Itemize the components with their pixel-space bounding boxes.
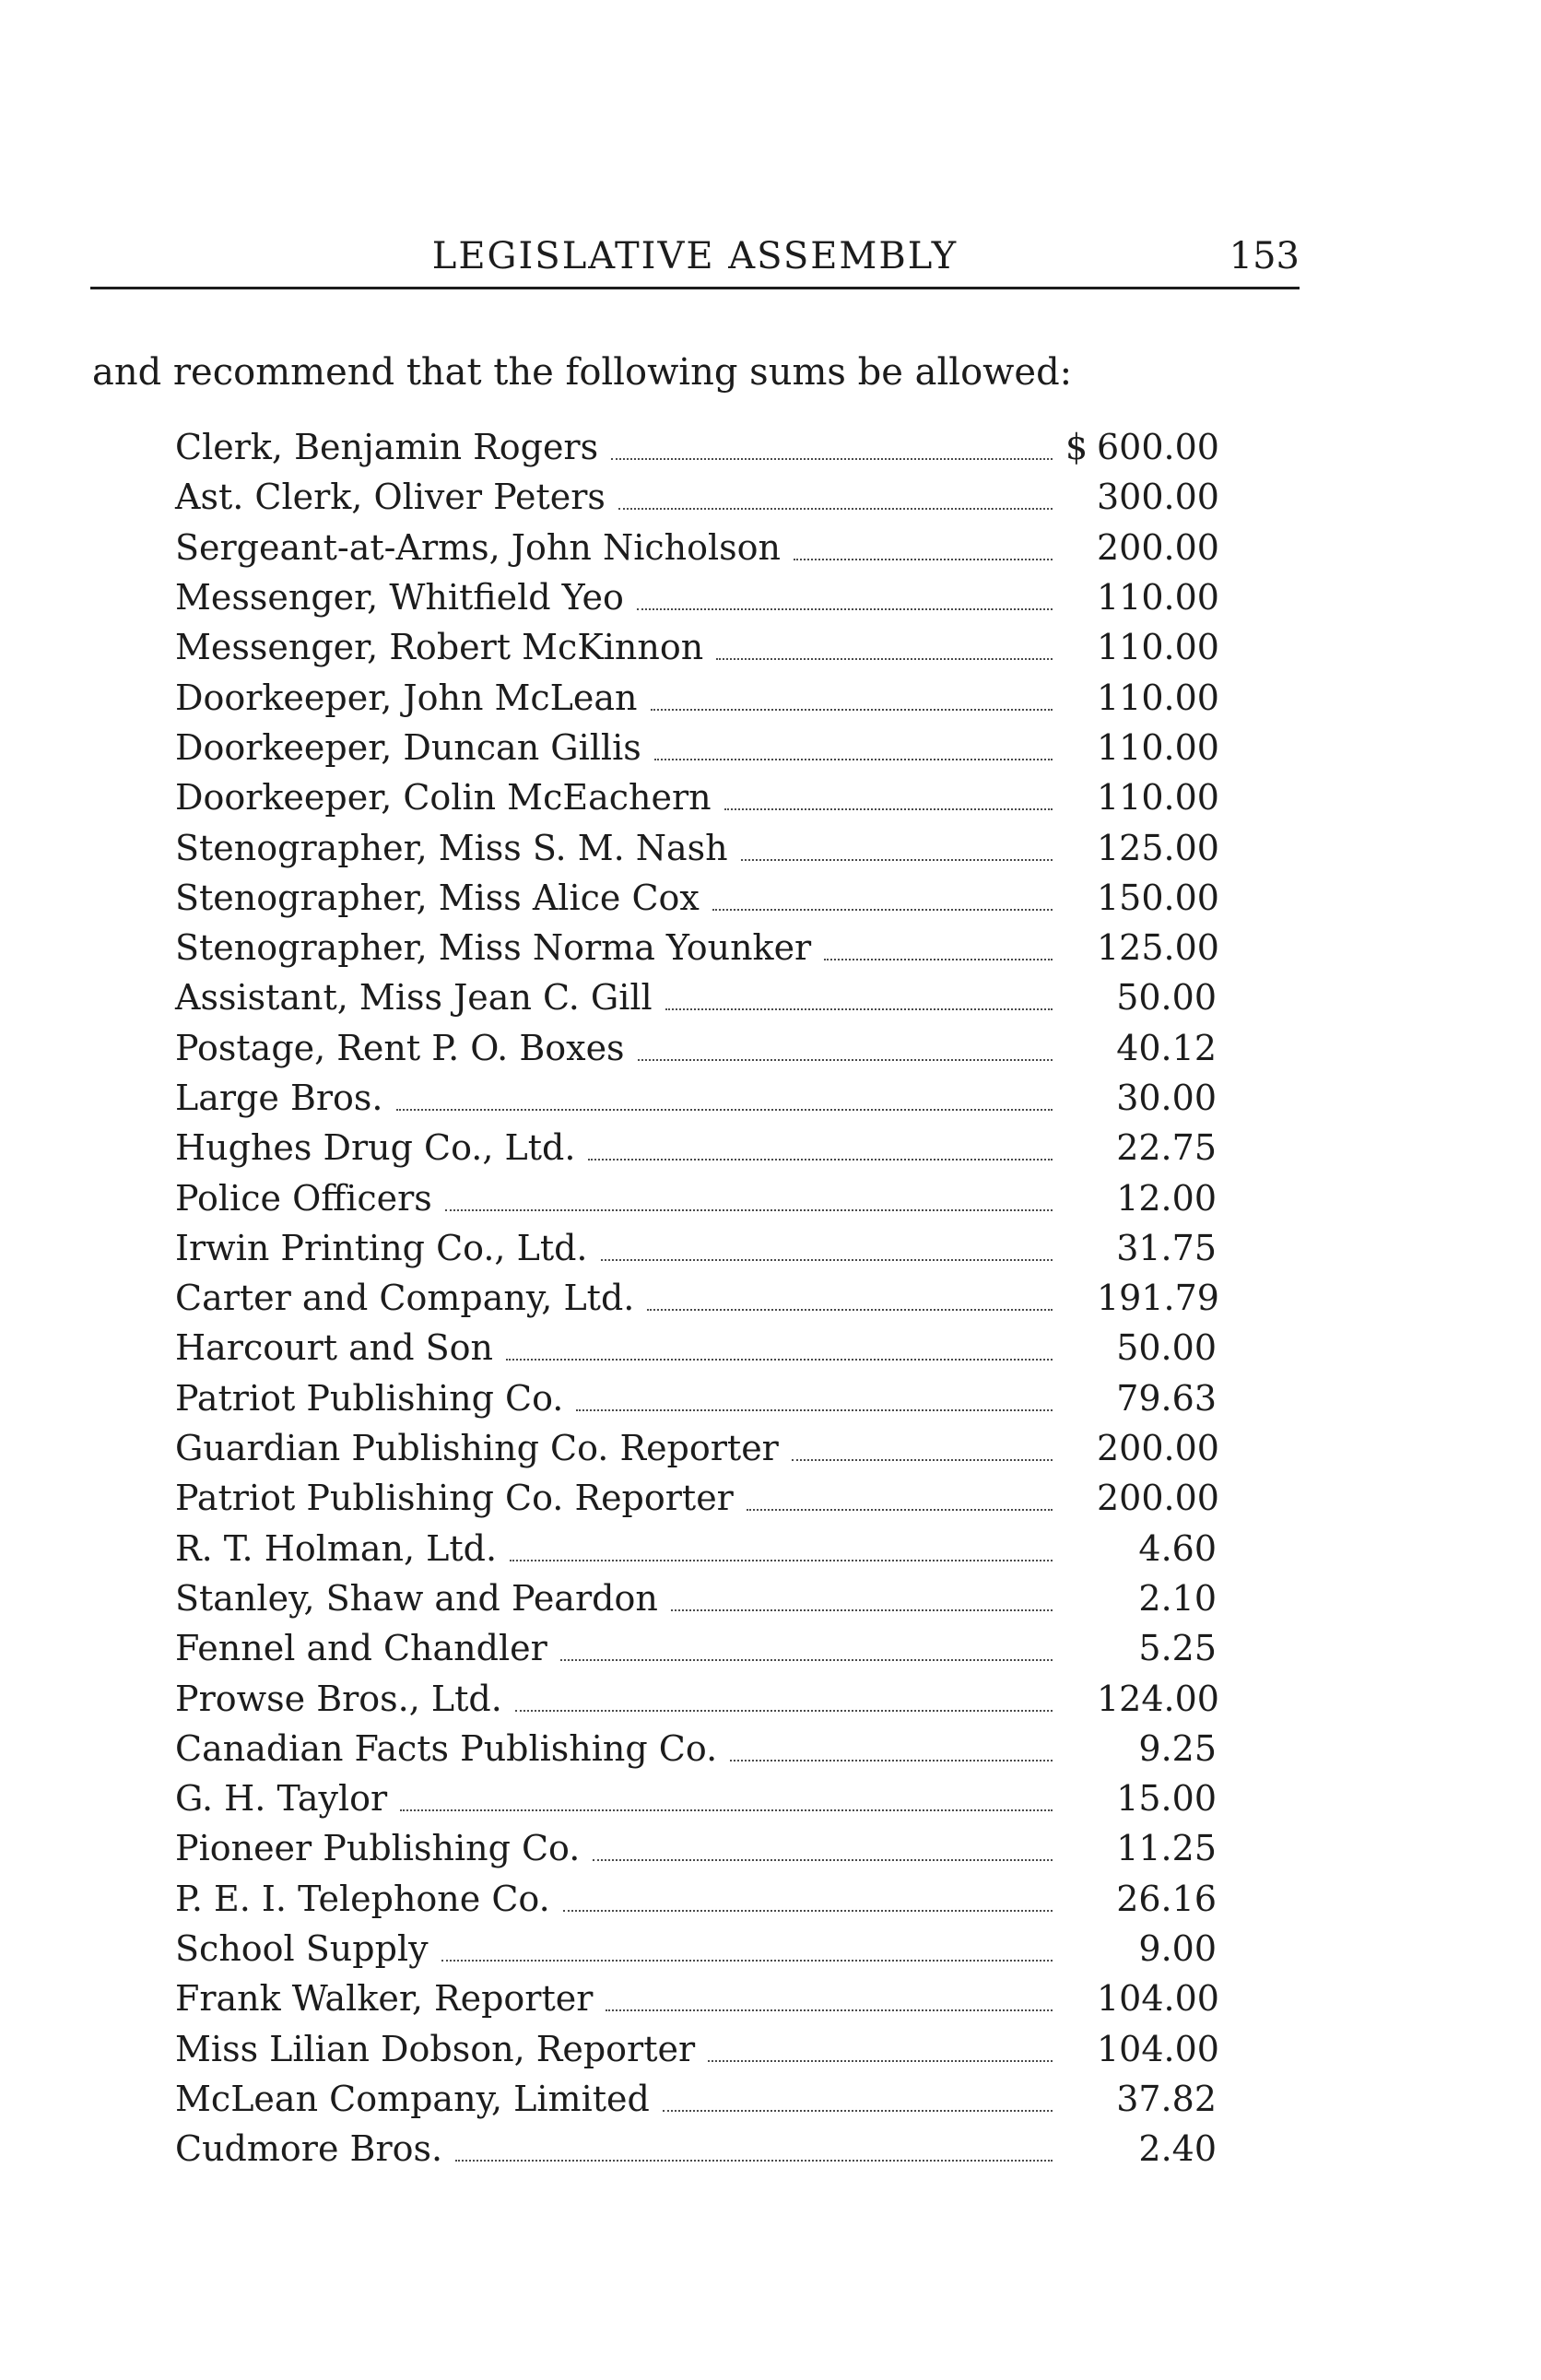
list-item xyxy=(175,1874,1217,1924)
dot-leader xyxy=(730,1749,1053,1761)
payee-name: Stenographer, Miss Norma Younker xyxy=(175,927,812,969)
dot-leader xyxy=(506,1348,1053,1361)
dot-leader xyxy=(741,848,1053,861)
amount: 110.00 xyxy=(1097,726,1219,768)
payee-name: Assistant, Miss Jean C. Gill xyxy=(175,977,653,1019)
dot-leader xyxy=(792,1448,1053,1461)
amount: 31.75 xyxy=(1116,1227,1217,1268)
amount: 40.12 xyxy=(1116,1027,1217,1068)
amount: 110.00 xyxy=(1097,577,1219,619)
dot-leader xyxy=(455,2149,1053,2162)
amount: 200.00 xyxy=(1097,1478,1219,1519)
payee-name: Guardian Publishing Co. Reporter xyxy=(175,1428,779,1469)
list-item xyxy=(175,622,1217,672)
dot-leader xyxy=(606,1998,1053,2011)
payee-name: Postage, Rent P. O. Boxes xyxy=(175,1027,625,1068)
list-item xyxy=(175,1623,1217,1673)
amount: 125.00 xyxy=(1097,927,1219,969)
dot-leader xyxy=(445,1198,1053,1211)
amount: 4.60 xyxy=(1138,1527,1217,1569)
list-item xyxy=(175,923,1217,972)
list-item xyxy=(175,1473,1217,1523)
list-item xyxy=(175,1823,1217,1873)
list-item xyxy=(175,1273,1217,1323)
payee-name: Police Officers xyxy=(175,1177,432,1219)
list-item xyxy=(175,1974,1217,2023)
payee-name: School Supply xyxy=(175,1928,429,1970)
payee-name: Canadian Facts Publishing Co. xyxy=(175,1727,718,1769)
list-item xyxy=(175,1373,1217,1423)
payee-name: Frank Walker, Reporter xyxy=(175,1978,594,2020)
amount: 104.00 xyxy=(1097,1978,1219,2020)
payee-name: G. H. Taylor xyxy=(175,1778,388,1820)
dot-leader xyxy=(601,1248,1053,1261)
payee-name: Patriot Publishing Co. Reporter xyxy=(175,1478,734,1519)
list-item xyxy=(175,1223,1217,1273)
dot-leader xyxy=(708,2049,1053,2062)
payee-name: Fennel and Chandler xyxy=(175,1628,547,1669)
payee-name: Pioneer Publishing Co. xyxy=(175,1828,581,1869)
intro-text: and recommend that the following sums be allowed: xyxy=(92,351,1073,394)
amount: 79.63 xyxy=(1116,1377,1217,1419)
list-item xyxy=(175,1724,1217,1773)
dot-leader xyxy=(637,597,1053,610)
amount: 5.25 xyxy=(1138,1628,1217,1669)
header-rule xyxy=(90,287,1300,289)
dot-leader xyxy=(593,1848,1053,1861)
dot-leader xyxy=(651,698,1053,711)
list-item xyxy=(175,523,1217,572)
currency-symbol: $ xyxy=(1065,427,1088,468)
list-item xyxy=(175,472,1217,522)
dot-leader xyxy=(441,1949,1053,1962)
amount: 30.00 xyxy=(1116,1078,1217,1118)
amount: 11.25 xyxy=(1116,1828,1217,1869)
list-item xyxy=(175,1423,1217,1473)
dot-leader xyxy=(396,1098,1053,1111)
amount: 104.00 xyxy=(1097,2028,1219,2069)
dot-leader xyxy=(611,447,1053,460)
amount: 26.16 xyxy=(1116,1878,1217,1919)
payee-name: Irwin Printing Co., Ltd. xyxy=(175,1227,588,1268)
dot-leader xyxy=(747,1498,1053,1511)
list-item xyxy=(175,723,1217,772)
payee-name: Messenger, Robert McKinnon xyxy=(175,627,704,668)
amount: 22.75 xyxy=(1116,1127,1217,1169)
amount: 191.79 xyxy=(1097,1278,1219,1319)
payee-name: Stanley, Shaw and Peardon xyxy=(175,1577,658,1619)
dot-leader xyxy=(563,1899,1053,1912)
list-item xyxy=(175,1323,1217,1373)
amount: 2.10 xyxy=(1138,1577,1217,1619)
list-item xyxy=(175,572,1217,622)
dot-leader xyxy=(515,1699,1053,1712)
payee-name: Carter and Company, Ltd. xyxy=(175,1278,635,1319)
amount: 37.82 xyxy=(1116,2078,1217,2119)
dot-leader xyxy=(712,898,1053,911)
amount: 600.00 xyxy=(1097,427,1219,468)
list-item xyxy=(175,1773,1217,1823)
dot-leader xyxy=(560,1648,1053,1661)
dot-leader xyxy=(671,1598,1053,1611)
amount: 300.00 xyxy=(1097,477,1219,518)
payee-name: Stenographer, Miss S. M. Nash xyxy=(175,827,728,868)
list-item xyxy=(175,1924,1217,1974)
dot-leader xyxy=(654,748,1053,760)
list-item xyxy=(175,1573,1217,1623)
payee-name: Doorkeeper, Duncan Gillis xyxy=(175,726,641,768)
page-header xyxy=(90,229,1300,284)
list-item xyxy=(175,672,1217,722)
payee-name: Miss Lilian Dobson, Reporter xyxy=(175,2028,696,2069)
dot-leader xyxy=(647,1298,1053,1311)
list-item xyxy=(175,422,1217,472)
payee-name: Harcourt and Son xyxy=(175,1327,494,1369)
payee-name: Patriot Publishing Co. xyxy=(175,1377,564,1419)
payee-name: Sergeant-at-Arms, John Nicholson xyxy=(175,526,781,568)
payee-name: McLean Company, Limited xyxy=(175,2078,650,2119)
list-item xyxy=(175,2124,1217,2174)
dot-leader xyxy=(510,1549,1053,1561)
page-number: 153 xyxy=(1229,235,1300,277)
payee-name: Stenographer, Miss Alice Cox xyxy=(175,877,700,918)
payee-name: P. E. I. Telephone Co. xyxy=(175,1878,550,1919)
amount: 9.25 xyxy=(1138,1727,1217,1769)
dot-leader xyxy=(663,2099,1053,2112)
amount: 2.40 xyxy=(1138,2128,1217,2170)
list-item xyxy=(175,972,1217,1022)
dot-leader xyxy=(794,548,1053,560)
dot-leader xyxy=(618,497,1053,510)
payee-name: Large Bros. xyxy=(175,1078,383,1118)
amount: 150.00 xyxy=(1097,877,1219,918)
payee-name: Hughes Drug Co., Ltd. xyxy=(175,1127,576,1169)
list-item xyxy=(175,873,1217,923)
dot-leader xyxy=(576,1398,1053,1411)
list-item xyxy=(175,1172,1217,1222)
list-item xyxy=(175,1123,1217,1172)
dot-leader xyxy=(824,948,1053,960)
amount: 15.00 xyxy=(1116,1778,1217,1820)
amount: 200.00 xyxy=(1097,526,1219,568)
payee-name: Doorkeeper, Colin McEachern xyxy=(175,777,712,819)
list-item xyxy=(175,1673,1217,1723)
list-item xyxy=(175,772,1217,822)
payee-name: Cudmore Bros. xyxy=(175,2128,443,2170)
amount: 200.00 xyxy=(1097,1428,1219,1469)
amount: 110.00 xyxy=(1097,677,1219,718)
amount: 50.00 xyxy=(1116,1327,1217,1369)
list-item xyxy=(175,822,1217,872)
amount: 124.00 xyxy=(1097,1678,1219,1719)
amount: 50.00 xyxy=(1116,977,1217,1019)
payee-name: Ast. Clerk, Oliver Peters xyxy=(175,477,606,518)
dot-leader xyxy=(724,797,1053,810)
payee-name: Messenger, Whitfield Yeo xyxy=(175,577,624,619)
running-head-title: LEGISLATIVE ASSEMBLY xyxy=(431,235,959,277)
dot-leader xyxy=(665,997,1053,1010)
dot-leader xyxy=(638,1048,1053,1061)
payee-name: R. T. Holman, Ltd. xyxy=(175,1527,498,1569)
payee-name: Prowse Bros., Ltd. xyxy=(175,1678,502,1719)
amount: 9.00 xyxy=(1138,1928,1217,1970)
list-item xyxy=(175,1073,1217,1123)
payee-name: Clerk, Benjamin Rogers xyxy=(175,427,599,468)
amount: 125.00 xyxy=(1097,827,1219,868)
amount: 12.00 xyxy=(1116,1177,1217,1219)
list-item xyxy=(175,2074,1217,2124)
list-item xyxy=(175,1524,1217,1573)
list-item xyxy=(175,1023,1217,1073)
amount: 110.00 xyxy=(1097,627,1219,668)
amount: 110.00 xyxy=(1097,777,1219,819)
allowance-list xyxy=(175,422,1217,2174)
dot-leader xyxy=(400,1798,1053,1811)
list-item xyxy=(175,2024,1217,2074)
dot-leader xyxy=(588,1148,1053,1161)
payee-name: Doorkeeper, John McLean xyxy=(175,677,638,718)
dot-leader xyxy=(716,647,1053,660)
